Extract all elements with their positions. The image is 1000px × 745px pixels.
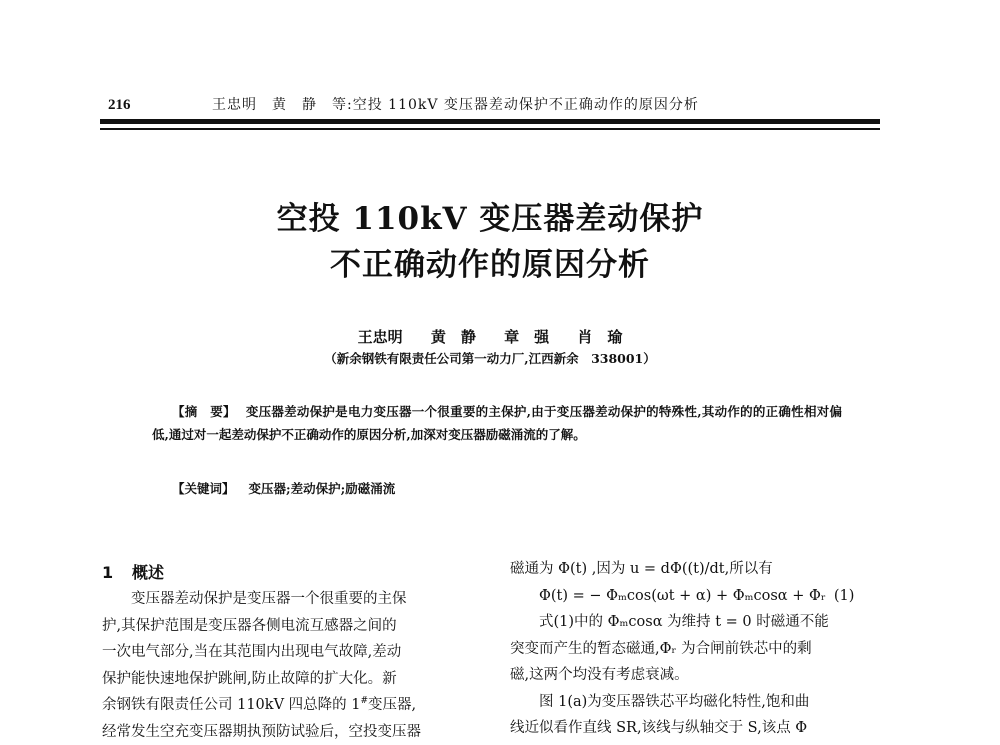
body-line: 一次电气部分,当在其范围内出现电气故障,差动: [102, 639, 476, 666]
section-number: 1: [102, 560, 132, 586]
body-text: 余钢铁有限责任公司 110kV 四总降的 1: [102, 697, 361, 713]
header-rule-thick: [100, 119, 880, 124]
body-line: 经常发生空充变压器期执预防试验后，空投变压器: [102, 719, 476, 745]
affiliation: （新余钢铁有限责任公司第一动力厂,江西新余 338001）: [0, 348, 980, 370]
abstract-label: 【摘 要】: [172, 404, 236, 419]
abstract-text: 变压器差动保护是电力变压器一个很重要的主保护,由于变压器差动保护的特殊性,其动作的的正确性相对偏低,通过对一起差动保护不正确动作的原因分析,加深对变压器励磁涌流的了解。: [152, 404, 842, 442]
keywords-text: 变压器;差动保护;励磁涌流: [249, 481, 396, 496]
abstract: [152, 400, 842, 446]
section-title: 概述: [132, 563, 164, 582]
equation-number: (1): [834, 588, 855, 604]
page-number: 216: [108, 94, 131, 116]
right-column: [510, 556, 886, 742]
body-line: 护,其保护范围是变压器各侧电流互感器之间的: [102, 613, 476, 640]
title-line-1: 空投 110kV 变压器差动保护: [0, 196, 980, 242]
body-line: 式(1)中的 Φₘcosα 为维持 t = 0 时磁通不能: [510, 609, 886, 636]
body-line: 线近似看作直线 SR,该线与纵轴交于 S,该点 Φ: [510, 715, 886, 742]
keywords-label: 【关键词】: [172, 481, 235, 496]
left-column: [102, 560, 476, 745]
equation-body: Φ(t) = − Φₘcos(ωt + α) + Φₘcosα + Φᵣ: [539, 588, 826, 604]
authors: 王忠明 黄 静 章 强 肖 瑜: [0, 326, 980, 348]
title-line-2: 不正确动作的原因分析: [0, 242, 980, 288]
superscript-mark: #: [361, 696, 369, 706]
equation-1: [510, 583, 886, 610]
body-line: 图 1(a)为变压器铁芯平均磁化特性,饱和曲: [510, 689, 886, 716]
body-line: 磁通为 Φ(t) ,因为 u = dΦ((t)/dt,所以有: [510, 556, 886, 583]
header-rule-thin: [100, 128, 880, 130]
body-line: 突变而产生的暂态磁通,Φᵣ 为合闸前铁芯中的剩: [510, 636, 886, 663]
running-title: 王忠明 黄 静 等:空投 110kV 变压器差动保护不正确动作的原因分析: [212, 94, 699, 116]
keywords: [172, 478, 842, 500]
body-line: 磁,这两个均没有考虑衰减。: [510, 662, 886, 689]
body-text: 变压器,: [368, 697, 416, 713]
section-heading: [102, 560, 476, 586]
body-line: 保护能快速地保护跳闸,防止故障的扩大化。新: [102, 666, 476, 693]
article-title: [0, 196, 980, 288]
body-line: 变压器差动保护是变压器一个很重要的主保: [102, 586, 476, 613]
body-line: [102, 692, 476, 719]
running-head: [100, 94, 880, 116]
